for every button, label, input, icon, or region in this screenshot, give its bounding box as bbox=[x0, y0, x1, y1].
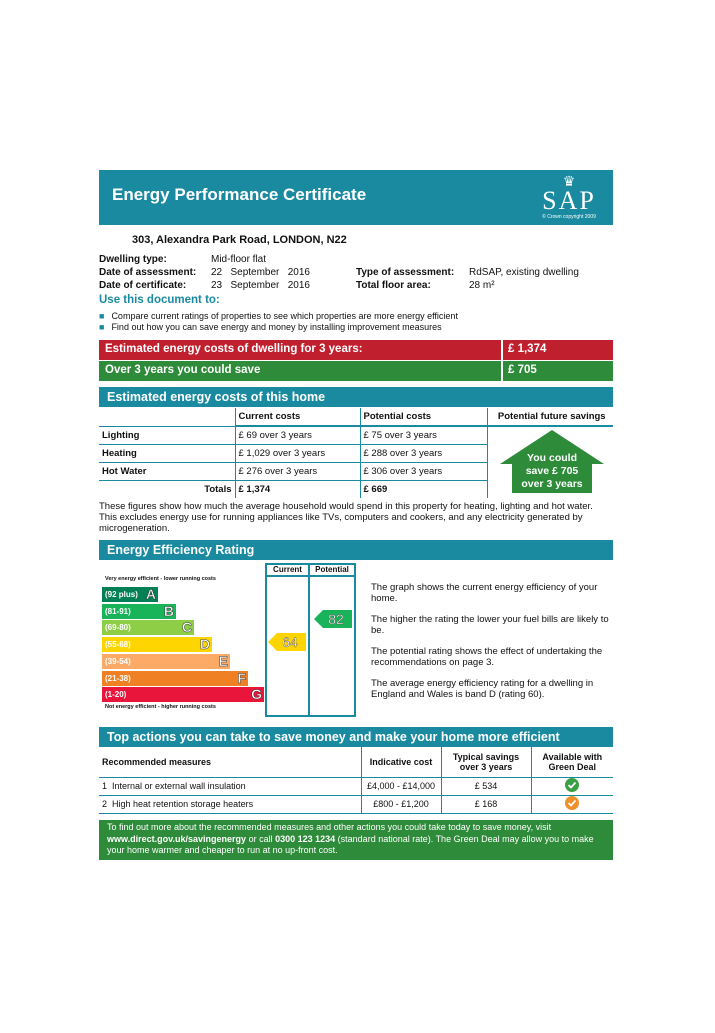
savings-line-3: over 3 years bbox=[521, 478, 583, 490]
measure-number: 2 bbox=[102, 799, 108, 809]
table-row bbox=[99, 795, 613, 813]
sap-logo-text: SAP bbox=[542, 186, 596, 215]
band-letter: F bbox=[237, 669, 246, 686]
potential-column bbox=[310, 563, 356, 717]
assessment-date-label: Date of assessment: bbox=[99, 267, 197, 278]
actions-section-title: Top actions you can take to save money and make your home more efficient bbox=[99, 727, 613, 747]
dwelling-type-value: Mid-floor flat bbox=[211, 254, 267, 265]
assessment-date-value: 22 September 2016 bbox=[211, 267, 310, 278]
floor-area-label: Total floor area: bbox=[356, 280, 431, 291]
list-item: ■ Compare current ratings of properties to see which properties are more energy efficient bbox=[99, 311, 458, 321]
col-header-measures: Recommended measures bbox=[102, 756, 212, 767]
certificate-date-value: 23 September 2016 bbox=[211, 280, 310, 291]
rating-section-title: Energy Efficiency Rating bbox=[99, 540, 613, 560]
savings-arrow-shape bbox=[498, 430, 606, 494]
measure-saving: £ 534 bbox=[441, 777, 531, 795]
current-cost: £ 276 over 3 years bbox=[235, 462, 360, 480]
current-cost: £ 69 over 3 years bbox=[235, 426, 360, 444]
green-check-icon bbox=[565, 778, 579, 792]
total-current: £ 1,374 bbox=[235, 480, 360, 498]
table-row bbox=[99, 777, 613, 795]
measure-cell bbox=[99, 795, 361, 813]
bullet-text: Compare current ratings of properties to see which properties are more energy efficient bbox=[111, 311, 458, 321]
measure-name: Internal or external wall insulation bbox=[112, 781, 246, 791]
col-header-current: Current costs bbox=[235, 408, 360, 426]
orange-check-icon bbox=[565, 796, 579, 810]
footer-or-call: or call bbox=[248, 833, 273, 844]
rating-band-f bbox=[102, 671, 248, 686]
floor-area-value: 28 m² bbox=[469, 280, 495, 291]
savings-line-2: save £ 705 bbox=[525, 465, 579, 477]
current-cost: £ 1,029 over 3 years bbox=[235, 444, 360, 462]
rating-band-d bbox=[102, 637, 212, 652]
assessment-type-label: Type of assessment: bbox=[356, 267, 455, 278]
top-note: Very energy efficient - lower running costs bbox=[105, 576, 216, 582]
estimated-costs-label: Estimated energy costs of dwelling for 3 years: bbox=[105, 343, 363, 355]
potential-cost: £ 306 over 3 years bbox=[360, 462, 487, 480]
estimated-costs-bar bbox=[99, 340, 613, 360]
band-letter: G bbox=[251, 686, 262, 703]
col-header-saving: Typical savings over 3 years bbox=[441, 747, 531, 777]
row-label: Lighting bbox=[102, 429, 140, 441]
current-rating-marker bbox=[268, 633, 308, 651]
band-range: (81-91) bbox=[105, 606, 131, 616]
savingenergy-link[interactable]: www.direct.gov.uk/savingenergy bbox=[107, 833, 247, 844]
band-range: (21-38) bbox=[105, 673, 131, 683]
col-header-cost: Indicative cost bbox=[361, 747, 441, 777]
rating-band-e bbox=[102, 654, 230, 669]
dwelling-type-label: Dwelling type: bbox=[99, 254, 167, 265]
band-range: (39-54) bbox=[105, 656, 131, 666]
potential-column-header: Potential bbox=[310, 565, 354, 577]
col-header-savings: Potential future savings bbox=[487, 408, 613, 426]
rating-text-2: The higher the rating the lower your fuel bills are likely to be. bbox=[371, 614, 609, 636]
rating-text-3: The potential rating shows the effect of undertaking the recommendations on page 3. bbox=[371, 646, 603, 668]
page-title: Energy Performance Certificate bbox=[112, 185, 367, 204]
band-range: (1-20) bbox=[105, 690, 127, 700]
property-address: 303, Alexandra Park Road, LONDON, N22 bbox=[132, 234, 347, 246]
current-rating-value: 64 bbox=[282, 634, 298, 650]
measure-cell bbox=[99, 777, 361, 795]
band-letter: C bbox=[181, 619, 192, 636]
use-document-title: Use this document to: bbox=[99, 294, 220, 306]
potential-cost: £ 288 over 3 years bbox=[360, 444, 487, 462]
row-label: Heating bbox=[102, 447, 137, 459]
potential-rating-marker bbox=[314, 610, 354, 628]
green-deal-cell bbox=[531, 777, 613, 795]
bottom-note: Not energy efficient - higher running costs bbox=[105, 704, 216, 710]
rating-band-b bbox=[102, 604, 176, 619]
estimated-costs-value: £ 1,374 bbox=[501, 340, 613, 360]
logo-copyright: © Crown copyright 2009 bbox=[542, 214, 596, 220]
measure-number: 1 bbox=[102, 781, 108, 791]
band-range: (55-68) bbox=[105, 640, 131, 650]
savings-label: Over 3 years you could save bbox=[105, 364, 261, 376]
savings-line-1: You could bbox=[527, 452, 577, 464]
sap-logo bbox=[529, 174, 609, 222]
cost-section-title: Estimated energy costs of this home bbox=[99, 387, 613, 407]
band-range: (69-80) bbox=[105, 623, 131, 633]
band-range: (92 plus) bbox=[105, 590, 138, 599]
rating-band-c bbox=[102, 620, 194, 635]
measure-name: High heat retention storage heaters bbox=[112, 799, 254, 809]
bullet-text: Find out how you can save energy and money by installing improvement measures bbox=[111, 322, 442, 332]
footer-phone: 0300 123 1234 bbox=[275, 833, 336, 844]
row-label: Hot Water bbox=[102, 465, 147, 477]
band-letter: D bbox=[199, 636, 210, 653]
savings-value: £ 705 bbox=[501, 361, 613, 381]
rating-text-4: The average energy efficiency rating for a dwelling in England and Wales is band D (rating 60). bbox=[371, 678, 594, 700]
col-header-potential: Potential costs bbox=[360, 408, 487, 426]
current-column-header: Current bbox=[267, 565, 308, 577]
potential-rating-value: 82 bbox=[328, 611, 344, 627]
band-letter: A bbox=[145, 586, 156, 602]
costs-explanation: These figures show how much the average household would spend in this property for heating, lighting and hot water. This excludes energy use for running appliances like TVs, computers and cookers, and any electricity generated by microgeneration. bbox=[99, 501, 593, 534]
band-letter: E bbox=[218, 652, 228, 669]
crown-icon: ♛ bbox=[562, 173, 576, 189]
footer-text-1: To find out more about the recommended measures and other actions you could take today to save money, visit bbox=[107, 822, 552, 832]
col-header-green-deal: Available with Green Deal bbox=[531, 747, 613, 777]
band-letter: B bbox=[163, 602, 174, 619]
potential-cost: £ 75 over 3 years bbox=[360, 426, 487, 444]
footer-text-2: (standard national rate). The Green Deal may allow you to make your home warmer and cheaper to run at no up-front cost. bbox=[107, 833, 594, 855]
rating-text-1: The graph shows the current energy efficiency of your home. bbox=[371, 582, 598, 604]
measure-saving: £ 168 bbox=[441, 795, 531, 813]
green-deal-cell bbox=[531, 795, 613, 813]
rating-band-g bbox=[102, 687, 264, 702]
totals-label: Totals bbox=[204, 483, 232, 495]
measure-cost: £4,000 - £14,000 bbox=[361, 777, 441, 795]
rating-band-a bbox=[102, 587, 158, 602]
recommended-actions-table bbox=[99, 747, 613, 814]
savings-bar bbox=[99, 361, 613, 381]
footer-info bbox=[99, 820, 613, 860]
certificate-date-label: Date of certificate: bbox=[99, 280, 187, 291]
assessment-type-value: RdSAP, existing dwelling bbox=[469, 267, 579, 278]
list-item: ■ Find out how you can save energy and money by installing improvement measures bbox=[99, 322, 442, 332]
measure-cost: £800 - £1,200 bbox=[361, 795, 441, 813]
total-potential: £ 669 bbox=[360, 480, 487, 498]
certificate-header bbox=[99, 170, 613, 225]
